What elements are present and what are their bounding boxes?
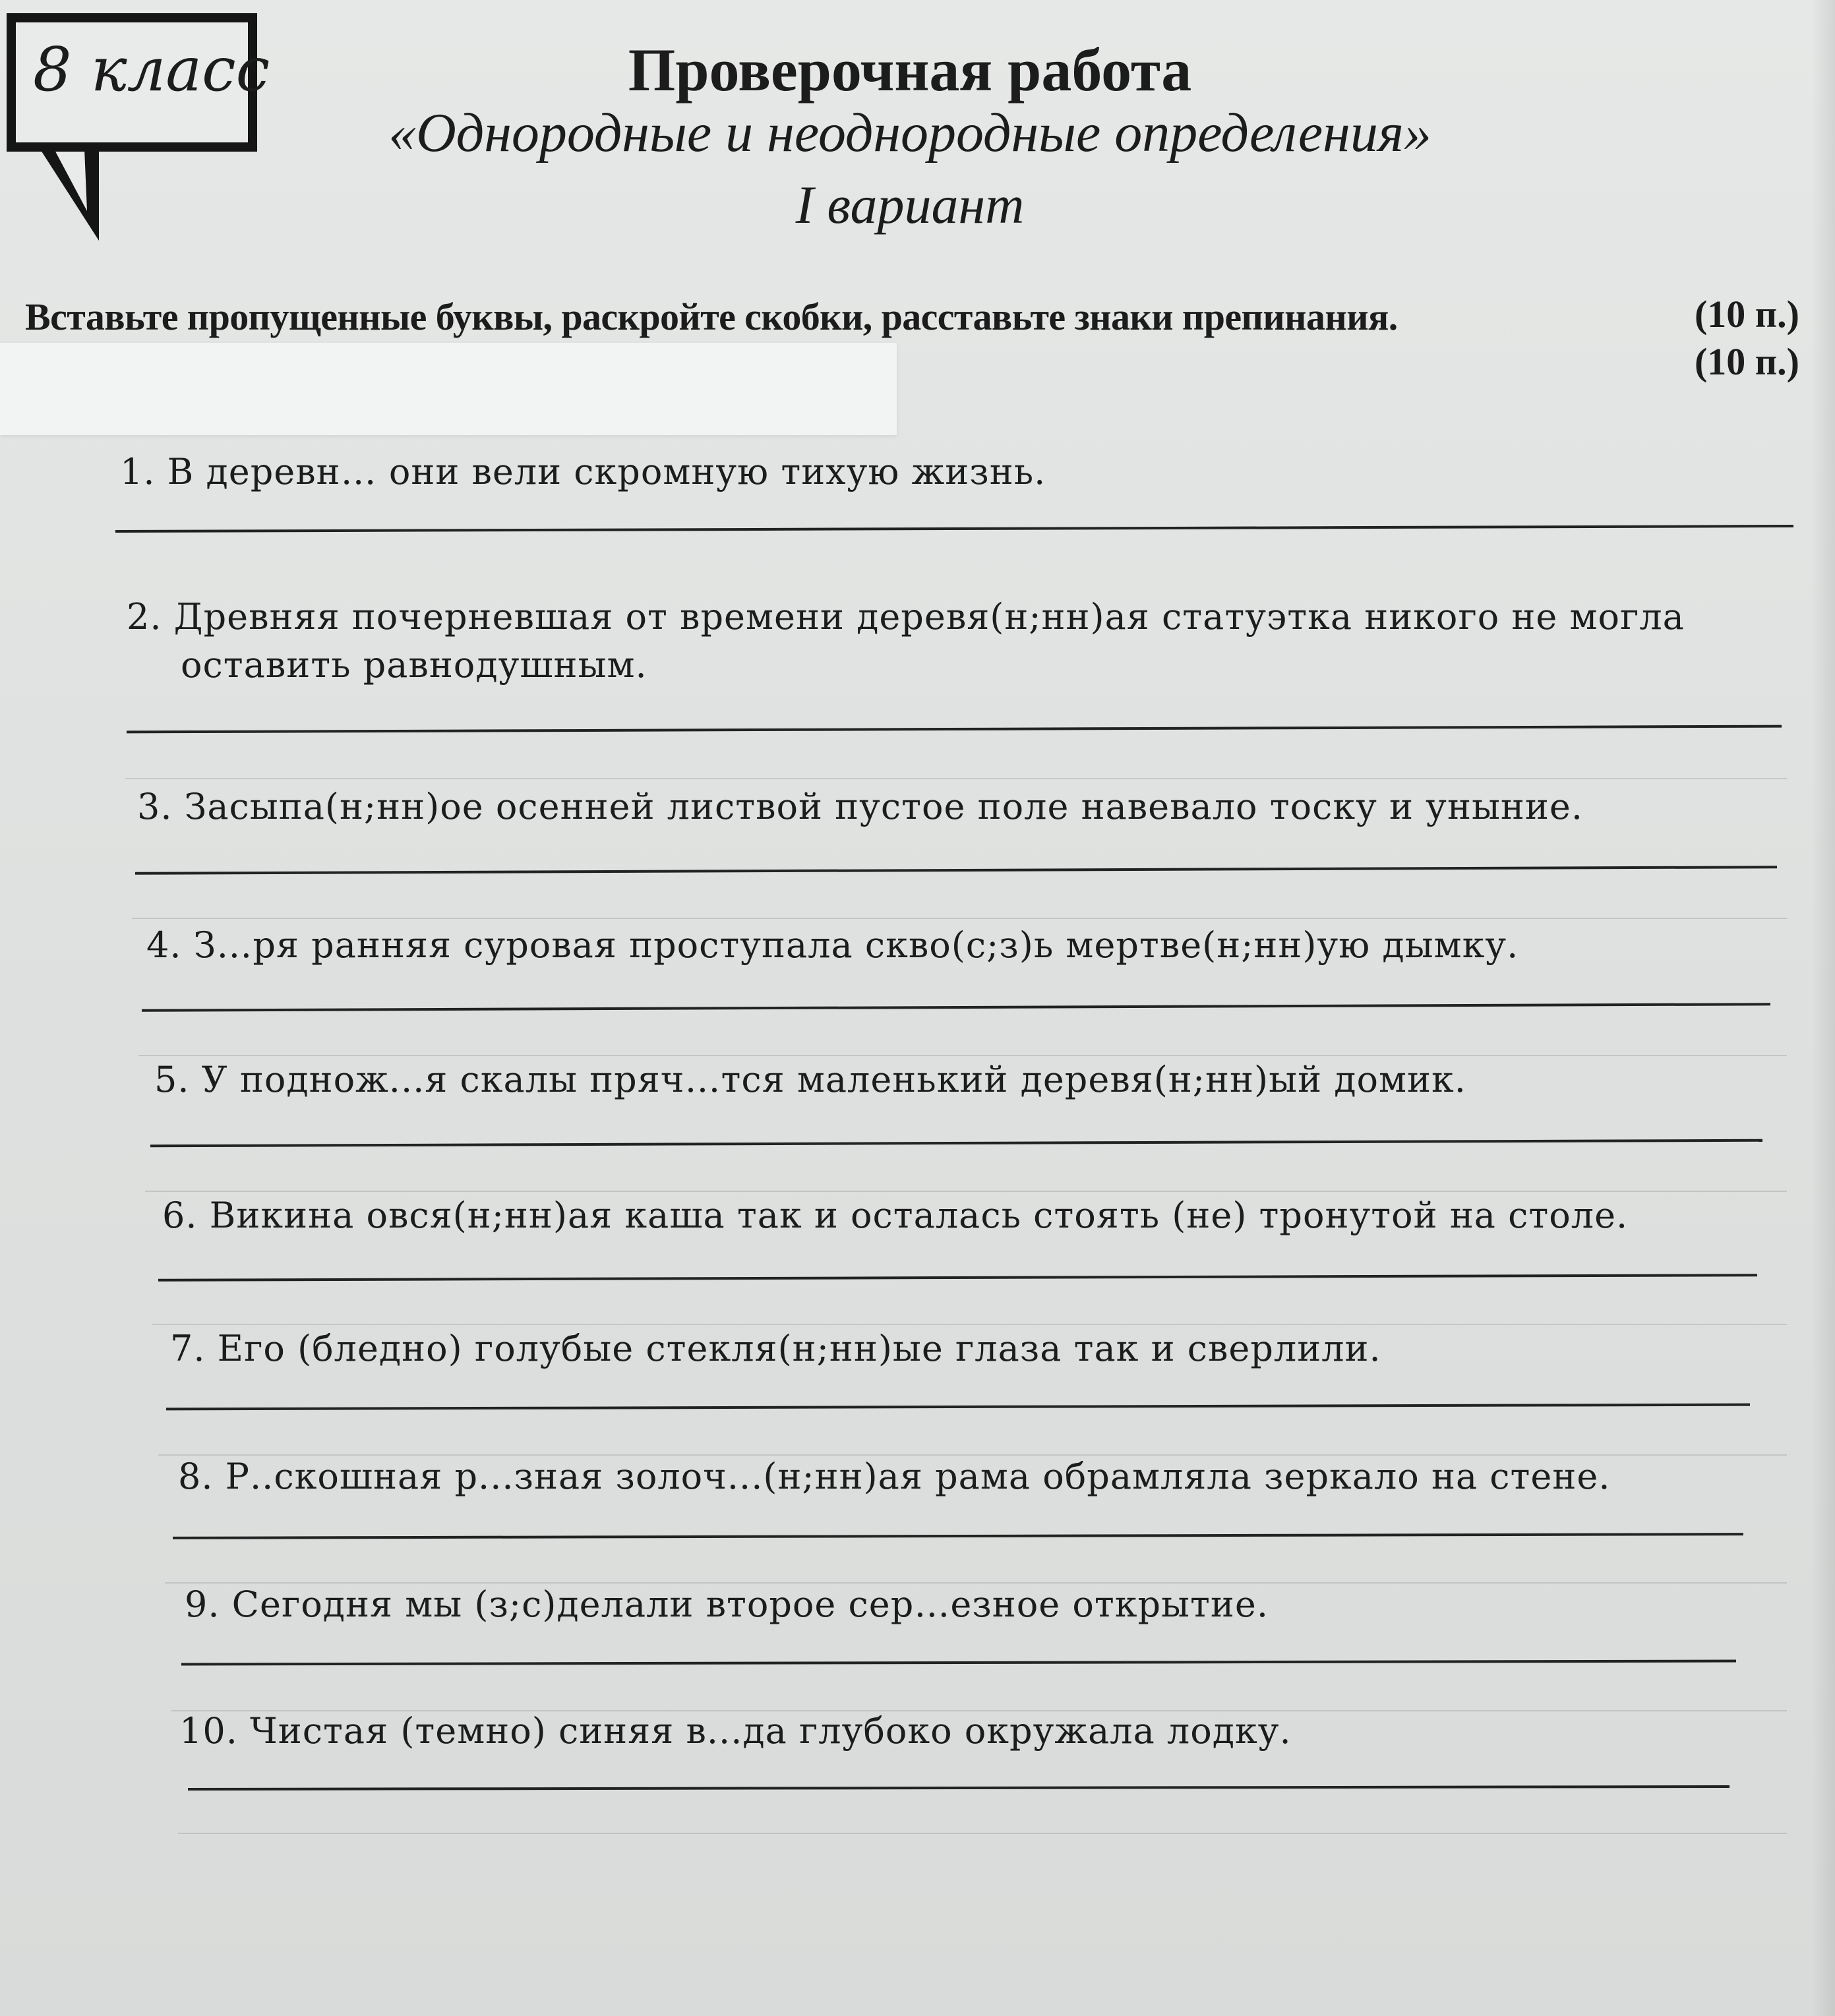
answer-line[interactable] <box>173 1533 1743 1539</box>
exercise-item <box>137 783 1583 831</box>
page-edge-shadow <box>1811 0 1835 2016</box>
exercise-text: 3. Засыпа(н;нн)ое осенней листвой пустое поле навевало тоску и уныние. <box>137 786 1584 827</box>
faint-rule <box>132 918 1787 919</box>
exercise-item <box>120 448 1046 496</box>
variant-label: I вариант <box>795 175 1025 235</box>
answer-line[interactable] <box>142 1003 1770 1011</box>
exercise-text: 7. Его (бледно) голубые стекля(н;нн)ые глаза так и сверлили. <box>170 1328 1381 1369</box>
answer-line[interactable] <box>188 1785 1730 1791</box>
answer-line[interactable] <box>135 866 1777 875</box>
exercise-item <box>170 1325 1381 1373</box>
cover-tape <box>0 343 897 435</box>
exercise-text: 1. В деревн… они вели скромную тихую жизнь. <box>120 451 1046 492</box>
exercise-text: оставить равнодушным. <box>181 643 647 686</box>
faint-rule <box>125 778 1787 779</box>
exercise-text: 10. Чистая (темно) синяя в...да глубоко окружала лодку. <box>179 1710 1292 1752</box>
exercise-text: 6. Викина овся(н;нн)ая каша так и осталась стоять (не) тронутой на столе. <box>162 1195 1629 1236</box>
page-subtitle: «Однородные и неоднородные определения» <box>388 102 1431 163</box>
answer-line[interactable] <box>166 1404 1750 1411</box>
answer-line[interactable] <box>158 1274 1757 1282</box>
answer-line[interactable] <box>115 525 1793 533</box>
exercise-item <box>146 922 1519 970</box>
exercise-item <box>185 1581 1269 1629</box>
answer-line[interactable] <box>127 725 1782 734</box>
exercise-item <box>154 1056 1466 1104</box>
grade-label: 8 класс <box>33 34 270 105</box>
exercise-item <box>127 593 1685 690</box>
answer-line[interactable] <box>150 1139 1762 1148</box>
exercise-text: 2. Древняя почерневшая от времени деревя(н;нн)ая статуэтка никого не могла <box>127 596 1685 637</box>
exercise-text: 9. Сегодня мы (з;с)делали второе сер…езное открытие. <box>185 1584 1269 1625</box>
exercise-item <box>162 1192 1628 1240</box>
answer-line[interactable] <box>181 1660 1736 1666</box>
exercise-item <box>179 1707 1292 1756</box>
exercise-item <box>178 1453 1611 1501</box>
exercise-text: 8. Р..скошная р...зная золоч...(н;нн)ая рама обрамляла зеркало на стене. <box>178 1456 1611 1497</box>
page-title: Проверочная работа <box>628 36 1192 104</box>
exercise-text: 4. З…ря ранняя суровая проступала скво(с;з)ь мертве(н;нн)ую дымку. <box>146 924 1519 966</box>
task-instruction: Вставьте пропущенные буквы, раскройте скобки, расставьте знаки препинания. <box>25 295 1398 338</box>
faint-rule <box>178 1833 1787 1834</box>
exercise-text: 5. У поднож...я скалы пряч…тся маленький деревя(н;нн)ый домик. <box>154 1059 1466 1100</box>
points-label: (10 п.) <box>1694 340 1799 383</box>
points-label: (10 п.) <box>1694 293 1799 336</box>
